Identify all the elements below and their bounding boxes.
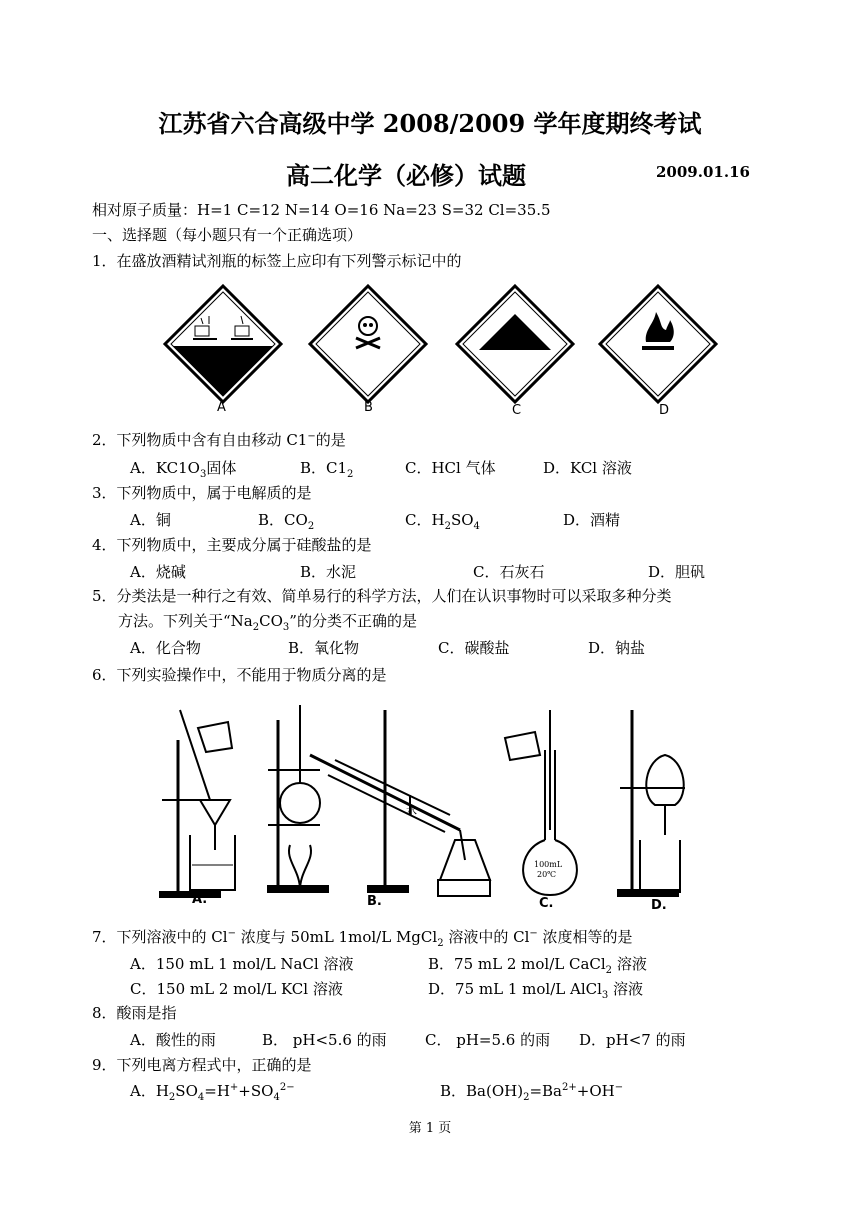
toxic-sign-icon [310,286,426,402]
q9-option-b: B．$Ba(OH)_2=Ba^{2+}+OH^-$ [440,1082,624,1103]
q3-stem: 3．下列物质中，属于电解质的是 [92,484,312,502]
q6-label-c: C. [539,896,554,911]
distillation-apparatus-icon [268,705,490,896]
q2-option-d: D．KCl 溶液 [543,459,632,477]
q9-option-a: A．$H_2SO_4=H^++SO_4^{2-}$ [130,1082,295,1103]
corrosive-sign-icon [165,286,281,402]
q7-option-d: D．75 mL 1 mol/L AlCl$_3$ 溶液 [428,980,644,1001]
separatory-funnel-icon [618,710,685,896]
q6-flask-label2: 20℃ [537,870,557,879]
filtration-apparatus-icon [160,710,235,897]
section-heading: 一、选择题（每小题只有一个正确选项） [92,226,363,244]
q6-label-d: D. [651,898,667,913]
q3-option-b: B．$CO_2$ [258,511,315,532]
q1-label-c: C [512,403,522,418]
q2-stem: 2．下列物质中含有自由移动 C1−的是 [92,431,346,449]
q3-option-a: A．铜 [130,511,171,529]
q1-stem: 1．在盛放酒精试剂瓶的标签上应印有下列警示标记中的 [92,252,462,270]
q3-option-d: D．酒精 [563,511,621,529]
q2-option-b: B．$C1_2$ [300,459,354,480]
q6-apparatus-figure [150,700,720,900]
q4-option-c: C．石灰石 [473,563,545,581]
q5-option-b: B．氧化物 [288,639,360,657]
q6-label-b: B. [367,894,382,909]
q6-label-a: A. [192,892,208,907]
exam-date: 2009.01.16 [656,163,750,181]
q9-stem: 9．下列电离方程式中，正确的是 [92,1056,312,1074]
q7-option-a: A．150 mL 1 mol/L NaCl 溶液 [130,955,354,973]
exam-subtitle: 高二化学（必修）试题 [286,161,526,190]
q2-option-c: C．HCl 气体 [405,459,496,477]
q5-stem-line2: 方法。下列关于“$Na_2CO_3$”的分类不正确的是 [118,612,417,633]
q8-option-b: B． pH<5.6 的雨 [262,1031,387,1049]
q6-water-label: 水 [406,804,417,817]
q5-option-d: D．钠盐 [588,639,646,657]
half-black-sign-icon [457,286,573,402]
q1-label-b: B [364,400,373,415]
q6-stem: 6．下列实验操作中，不能用于物质分离的是 [92,666,387,684]
q8-option-a: A．酸性的雨 [130,1031,216,1049]
q4-option-b: B．水泥 [300,563,357,581]
exam-title: 江苏省六合高级中学 2008/2009 学年度期终考试 [158,109,702,138]
q5-option-a: A．化合物 [130,639,201,657]
q8-option-c: C． pH=5.6 的雨 [425,1031,551,1049]
q2-option-a: A．$KC1O_3$固体 [130,459,237,480]
q5-option-c: C．碳酸盐 [438,639,510,657]
q8-stem: 8．酸雨是指 [92,1004,177,1022]
q7-stem: 7．下列溶液中的 Cl− 浓度与 50mL 1mol/L MgCl$_2$ 溶液中的 Cl− 浓度相等的是 [92,928,633,949]
q8-option-d: D．pH<7 的雨 [579,1031,686,1049]
q7-option-b: B．75 mL 2 mol/L CaCl$_2$ 溶液 [428,955,647,976]
q4-option-d: D．胆矾 [648,563,706,581]
atomic-masses: 相对原子质量：H=1 C=12 N=14 O=16 Na=23 S=32 Cl=35.5 [92,201,551,219]
q1-label-a: A [217,400,226,415]
q4-option-a: A．烧碱 [130,563,186,581]
q1-label-d: D [659,403,670,418]
flammable-sign-icon [600,286,716,402]
q3-option-c: C．$H_2SO_4$ [405,511,480,532]
q6-flask-label1: 100mL [534,860,563,869]
q1-hazard-signs [158,282,728,422]
page-number: 第 1 页 [408,1121,452,1136]
q5-stem-line1: 5．分类法是一种行之有效、简单易行的科学方法，人们在认识事物时可以采取多种分类 [92,587,672,605]
q7-option-c: C．150 mL 2 mol/L KCl 溶液 [130,980,343,998]
q4-stem: 4．下列物质中，主要成分属于硅酸盐的是 [92,536,372,554]
